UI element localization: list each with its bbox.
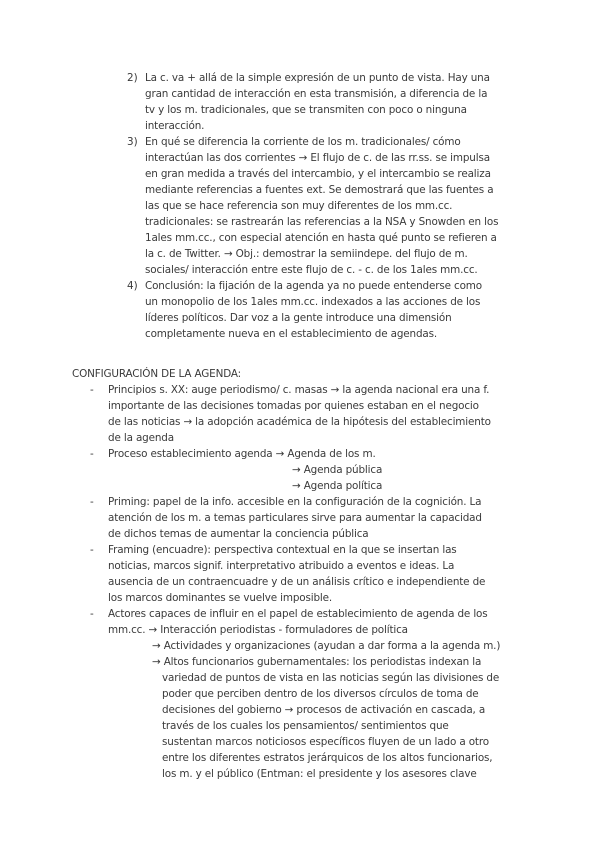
paragraph-line: sociales/ interacción entre este flujo de c. - c. de los 1ales mm.cc.: [145, 264, 478, 276]
paragraph-line: interactúan las dos corrientes → El flujo de c. de las rr.ss. se impulsa: [145, 152, 490, 164]
sub-item-line: → Agenda política: [292, 480, 383, 492]
continuation-line: poder que perciben dentro de los diversos círculos de toma de: [162, 688, 479, 700]
bullet-marker: -: [90, 496, 94, 508]
bullet-line: atención de los m. a temas particulares sirve para aumentar la capacidad: [108, 512, 482, 524]
bullet-line: importante de las decisiones tomadas por quienes estaban en el negocio: [108, 400, 479, 412]
bullet-line: Principios s. XX: auge periodismo/ c. masas → la agenda nacional era una f.: [108, 384, 490, 396]
paragraph-line: en gran medida a través del intercambio, y el intercambio se realiza: [145, 168, 491, 180]
paragraph-line: La c. va + allá de la simple expresión de un punto de vista. Hay una: [145, 72, 490, 84]
paragraph-line: Conclusión: la fijación de la agenda ya no puede entenderse como: [145, 280, 482, 292]
paragraph-line: En qué se diferencia la corriente de los m. tradicionales/ cómo: [145, 136, 461, 148]
continuation-line: sustentan marcos noticiosos específicos fluyen de un lado a otro: [162, 736, 489, 748]
bullet-marker: -: [90, 544, 94, 556]
paragraph-line: gran cantidad de interacción en esta transmisión, a diferencia de la: [145, 88, 488, 100]
paragraph-line: 1ales mm.cc., con especial atención en hasta qué punto se refieren a: [145, 232, 497, 244]
paragraph-line: un monopolio de los 1ales mm.cc. indexados a las acciones de los: [145, 296, 481, 308]
bullet-line: Actores capaces de influir en el papel de establecimiento de agenda de los: [108, 608, 488, 620]
paragraph-line: mediante referencias a fuentes ext. Se demostrará que las fuentes a: [145, 184, 494, 196]
continuation-line: decisiones del gobierno → procesos de activación en cascada, a: [162, 704, 486, 716]
bullet-marker: -: [90, 608, 94, 620]
continuation-line: entre los diferentes estratos jerárquicos de los altos funcionarios,: [162, 752, 493, 764]
bullet-line: de las noticias → la adopción académica de la hipótesis del establecimiento: [108, 416, 491, 428]
bullet-line: de la agenda: [108, 432, 174, 444]
list-number: 3): [127, 136, 138, 148]
bullet-marker: -: [90, 448, 94, 460]
paragraph-line: tv y los m. tradicionales, que se transmiten con poco o ninguna: [145, 104, 467, 116]
continuation-line: los m. y el público (Entman: el presidente y los asesores clave: [162, 768, 477, 780]
paragraph-line: tradicionales: se rastrearán las referencias a la NSA y Snowden en los: [145, 216, 499, 228]
bullet-line: los marcos dominantes se vuelve imposible.: [108, 592, 333, 604]
bullet-line: Priming: papel de la info. accesible en la configuración de la cognición. La: [108, 496, 482, 508]
list-number: 4): [127, 280, 138, 292]
sub-item-line: → Altos funcionarios gubernamentales: los periodistas indexan la: [152, 656, 482, 668]
sub-item-line: → Actividades y organizaciones (ayudan a dar forma a la agenda m.): [152, 640, 501, 652]
continuation-line: variedad de puntos de vista en las noticias según las divisiones de: [162, 672, 500, 684]
paragraph-line: interacción.: [145, 120, 205, 132]
paragraph-line: las que se hace referencia son muy diferentes de los mm.cc.: [145, 200, 453, 212]
bullet-line: ausencia de un contraencuadre y de un análisis crítico e independiente de: [108, 576, 486, 588]
bullet-marker: -: [90, 384, 94, 396]
sub-item-line: → Agenda pública: [292, 464, 383, 476]
bullet-line: de dichos temas de aumentar la conciencia pública: [108, 528, 369, 540]
bullet-line: noticias, marcos signif. interpretativo atribuido a eventos e ideas. La: [108, 560, 455, 572]
bullet-line: Framing (encuadre): perspectiva contextual en la que se insertan las: [108, 544, 457, 556]
continuation-line: través de los cuales los pensamientos/ sentimientos que: [162, 720, 449, 732]
paragraph-line: la c. de Twitter. → Obj.: demostrar la semiindepe. del flujo de m.: [145, 248, 468, 260]
bullet-line: Proceso establecimiento agenda → Agenda de los m.: [108, 448, 376, 460]
paragraph-line: líderes políticos. Dar voz a la gente introduce una dimensión: [145, 312, 452, 324]
list-number: 2): [127, 72, 138, 84]
paragraph-line: completamente nueva en el establecimiento de agendas.: [145, 328, 438, 340]
section-heading: CONFIGURACIÓN DE LA AGENDA:: [72, 368, 242, 380]
bullet-line: mm.cc. → Interacción periodistas - formuladores de política: [108, 624, 408, 636]
